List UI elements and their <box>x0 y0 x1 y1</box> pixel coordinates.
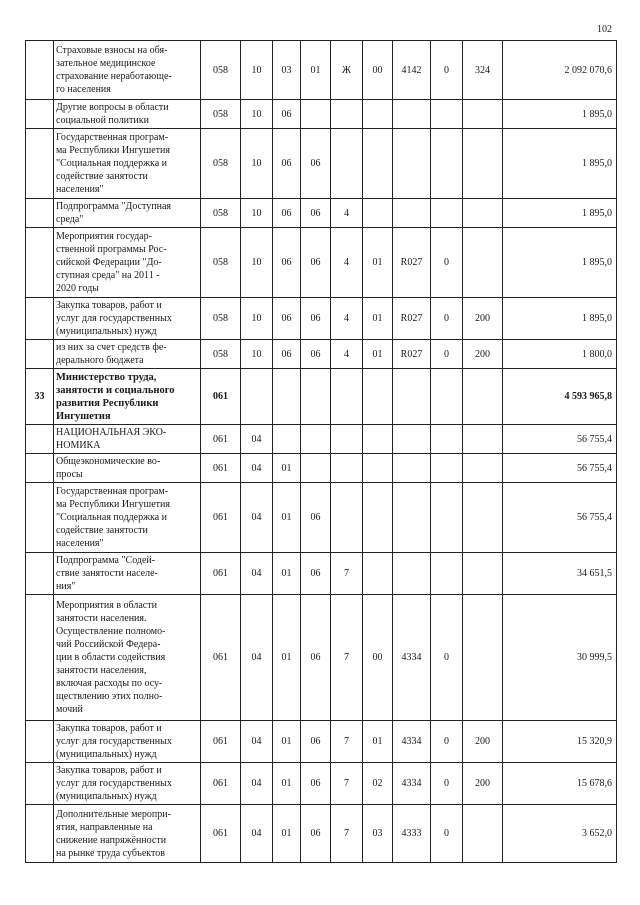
code-program: 06 <box>301 805 331 863</box>
code-expense-type: 200 <box>463 763 503 805</box>
code-expense-type <box>463 553 503 595</box>
code-direction <box>393 425 431 454</box>
code-direction <box>393 100 431 129</box>
table-row <box>26 721 617 763</box>
code-section: 10 <box>241 298 273 340</box>
row-number <box>26 483 54 553</box>
code-program: 06 <box>301 199 331 228</box>
table-row <box>26 483 617 553</box>
code-subprogram: 4 <box>331 199 363 228</box>
code-event <box>363 425 393 454</box>
code-ministry: 061 <box>201 454 241 483</box>
row-amount: 1 895,0 <box>503 199 617 228</box>
row-number <box>26 199 54 228</box>
table-row <box>26 805 617 863</box>
code-section: 10 <box>241 41 273 100</box>
table-row <box>26 41 617 100</box>
code-direction: 4142 <box>393 41 431 100</box>
code-subsection: 06 <box>273 340 301 369</box>
code-event: 02 <box>363 763 393 805</box>
table-body <box>26 41 617 863</box>
code-extra <box>431 553 463 595</box>
code-expense-type <box>463 228 503 298</box>
code-expense-type <box>463 454 503 483</box>
code-extra: 0 <box>431 805 463 863</box>
row-name: Подпрограмма "Доступная среда" <box>54 199 201 228</box>
code-section: 04 <box>241 454 273 483</box>
code-subprogram: 7 <box>331 553 363 595</box>
row-name: НАЦИОНАЛЬНАЯ ЭКО- НОМИКА <box>54 425 201 454</box>
code-subsection: 01 <box>273 553 301 595</box>
code-expense-type <box>463 199 503 228</box>
row-name: Закупка товаров, работ и услуг для государственных (муниципальных) нужд <box>54 763 201 805</box>
code-event: 01 <box>363 228 393 298</box>
table-row <box>26 199 617 228</box>
code-expense-type: 200 <box>463 340 503 369</box>
code-subsection: 01 <box>273 454 301 483</box>
row-amount: 1 895,0 <box>503 100 617 129</box>
code-ministry: 061 <box>201 483 241 553</box>
code-section: 10 <box>241 199 273 228</box>
code-direction: R027 <box>393 228 431 298</box>
code-ministry: 058 <box>201 100 241 129</box>
row-amount: 30 999,5 <box>503 595 617 721</box>
budget-table <box>25 40 617 863</box>
page-number: 102 <box>597 24 612 35</box>
code-direction <box>393 483 431 553</box>
row-amount: 1 800,0 <box>503 340 617 369</box>
row-amount: 1 895,0 <box>503 298 617 340</box>
code-extra <box>431 425 463 454</box>
table-row <box>26 425 617 454</box>
code-expense-type <box>463 100 503 129</box>
code-program <box>301 369 331 425</box>
code-extra: 0 <box>431 721 463 763</box>
row-name: Подпрограмма "Содей- ствие занятости населе- ния" <box>54 553 201 595</box>
code-section: 04 <box>241 805 273 863</box>
row-number <box>26 553 54 595</box>
row-amount: 1 895,0 <box>503 228 617 298</box>
code-expense-type <box>463 595 503 721</box>
code-subprogram <box>331 369 363 425</box>
code-subprogram: 7 <box>331 763 363 805</box>
code-expense-type <box>463 425 503 454</box>
code-event <box>363 454 393 483</box>
code-expense-type <box>463 483 503 553</box>
code-subsection: 06 <box>273 228 301 298</box>
row-name: Министерство труда, занятости и социального развития Республики Ингушетия <box>54 369 201 425</box>
row-amount: 15 320,9 <box>503 721 617 763</box>
code-extra: 0 <box>431 340 463 369</box>
code-event <box>363 100 393 129</box>
code-subprogram <box>331 454 363 483</box>
row-amount: 1 895,0 <box>503 129 617 199</box>
row-number <box>26 805 54 863</box>
row-amount: 4 593 965,8 <box>503 369 617 425</box>
code-event: 01 <box>363 298 393 340</box>
row-name: Закупка товаров, работ и услуг для государственных (муниципальных) нужд <box>54 298 201 340</box>
code-subsection: 06 <box>273 199 301 228</box>
code-event <box>363 129 393 199</box>
code-subsection <box>273 425 301 454</box>
code-direction <box>393 129 431 199</box>
table-row <box>26 228 617 298</box>
code-expense-type <box>463 369 503 425</box>
code-ministry: 058 <box>201 228 241 298</box>
code-subprogram: 4 <box>331 298 363 340</box>
code-subprogram <box>331 425 363 454</box>
row-number <box>26 721 54 763</box>
row-amount: 2 092 070,6 <box>503 41 617 100</box>
table-row <box>26 454 617 483</box>
code-expense-type: 324 <box>463 41 503 100</box>
code-ministry: 058 <box>201 129 241 199</box>
row-number <box>26 454 54 483</box>
code-direction: 4334 <box>393 595 431 721</box>
code-extra <box>431 483 463 553</box>
code-section: 04 <box>241 721 273 763</box>
code-ministry: 061 <box>201 763 241 805</box>
code-subprogram: 7 <box>331 721 363 763</box>
code-ministry: 061 <box>201 425 241 454</box>
code-ministry: 058 <box>201 298 241 340</box>
row-name: Государственная програм- ма Республики Ингушетия "Социальная поддержка и содействие занятости населения" <box>54 483 201 553</box>
row-number <box>26 298 54 340</box>
code-program: 06 <box>301 228 331 298</box>
code-section: 10 <box>241 340 273 369</box>
code-subprogram: Ж <box>331 41 363 100</box>
code-extra: 0 <box>431 298 463 340</box>
code-event: 01 <box>363 721 393 763</box>
row-name: Общеэкономические во- просы <box>54 454 201 483</box>
code-extra <box>431 369 463 425</box>
code-expense-type <box>463 805 503 863</box>
code-extra: 0 <box>431 763 463 805</box>
code-subsection: 01 <box>273 763 301 805</box>
row-name: Страховые взносы на обя- зательное медицинское страхование неработающе- го населения <box>54 41 201 100</box>
code-expense-type <box>463 129 503 199</box>
code-subsection <box>273 369 301 425</box>
code-expense-type: 200 <box>463 721 503 763</box>
row-amount: 34 651,5 <box>503 553 617 595</box>
code-program: 06 <box>301 483 331 553</box>
table-row <box>26 298 617 340</box>
row-number <box>26 340 54 369</box>
code-subprogram <box>331 483 363 553</box>
table-row <box>26 595 617 721</box>
code-ministry: 058 <box>201 340 241 369</box>
code-subprogram: 7 <box>331 595 363 721</box>
code-program: 06 <box>301 721 331 763</box>
code-subsection: 01 <box>273 483 301 553</box>
row-amount: 56 755,4 <box>503 483 617 553</box>
row-name: Закупка товаров, работ и услуг для государственных (муниципальных) нужд <box>54 721 201 763</box>
code-event <box>363 369 393 425</box>
row-number <box>26 100 54 129</box>
code-program: 06 <box>301 340 331 369</box>
code-direction <box>393 454 431 483</box>
row-amount: 3 652,0 <box>503 805 617 863</box>
code-subsection: 06 <box>273 129 301 199</box>
code-program: 06 <box>301 553 331 595</box>
row-number <box>26 595 54 721</box>
code-direction: R027 <box>393 340 431 369</box>
code-subsection: 03 <box>273 41 301 100</box>
code-program <box>301 100 331 129</box>
row-number <box>26 41 54 100</box>
table-row <box>26 100 617 129</box>
code-program: 06 <box>301 595 331 721</box>
code-extra <box>431 129 463 199</box>
code-subsection: 01 <box>273 595 301 721</box>
code-extra: 0 <box>431 41 463 100</box>
code-direction: 4333 <box>393 805 431 863</box>
code-event: 00 <box>363 595 393 721</box>
code-extra <box>431 454 463 483</box>
code-ministry: 061 <box>201 553 241 595</box>
table-row <box>26 553 617 595</box>
table-row <box>26 340 617 369</box>
row-number <box>26 425 54 454</box>
code-event <box>363 553 393 595</box>
code-section: 04 <box>241 483 273 553</box>
code-program <box>301 454 331 483</box>
code-subprogram <box>331 100 363 129</box>
row-amount: 56 755,4 <box>503 425 617 454</box>
code-ministry: 058 <box>201 41 241 100</box>
code-subsection: 01 <box>273 721 301 763</box>
code-subprogram: 4 <box>331 228 363 298</box>
row-amount: 15 678,6 <box>503 763 617 805</box>
table-row <box>26 369 617 425</box>
code-ministry: 058 <box>201 199 241 228</box>
code-program: 06 <box>301 129 331 199</box>
code-direction <box>393 369 431 425</box>
code-subsection: 06 <box>273 298 301 340</box>
row-name: Мероприятия государ- ственной программы Рос- сийской Федерации "До- ступная среда" на 2011 - 2020 годы <box>54 228 201 298</box>
code-subsection: 06 <box>273 100 301 129</box>
code-program: 06 <box>301 763 331 805</box>
code-section: 04 <box>241 595 273 721</box>
code-event: 00 <box>363 41 393 100</box>
code-program: 06 <box>301 298 331 340</box>
row-number: 33 <box>26 369 54 425</box>
row-name: из них за счет средств фе- дерального бюджета <box>54 340 201 369</box>
code-event <box>363 483 393 553</box>
code-extra <box>431 100 463 129</box>
code-direction: R027 <box>393 298 431 340</box>
code-direction: 4334 <box>393 721 431 763</box>
code-event: 03 <box>363 805 393 863</box>
code-subprogram <box>331 129 363 199</box>
code-ministry: 061 <box>201 595 241 721</box>
code-direction: 4334 <box>393 763 431 805</box>
row-number <box>26 129 54 199</box>
code-section: 10 <box>241 129 273 199</box>
row-name: Мероприятия в области занятости населения. Осуществление полномо- чий Российской Федера- ции в области содействия занятости населения, включая расходы по осу- ществлению этих полно- мочий <box>54 595 201 721</box>
code-extra: 0 <box>431 595 463 721</box>
code-section: 10 <box>241 100 273 129</box>
code-direction <box>393 553 431 595</box>
row-name: Дополнительные меропри- ятия, направленные на снижение напряжённости на рынке труда субъектов <box>54 805 201 863</box>
code-ministry: 061 <box>201 369 241 425</box>
code-subprogram: 7 <box>331 805 363 863</box>
code-program <box>301 425 331 454</box>
code-subprogram: 4 <box>331 340 363 369</box>
table-row <box>26 129 617 199</box>
code-program: 01 <box>301 41 331 100</box>
table-row <box>26 763 617 805</box>
code-section: 10 <box>241 228 273 298</box>
code-section: 04 <box>241 553 273 595</box>
code-section <box>241 369 273 425</box>
code-ministry: 061 <box>201 805 241 863</box>
code-subsection: 01 <box>273 805 301 863</box>
code-extra <box>431 199 463 228</box>
row-name: Другие вопросы в области социальной политики <box>54 100 201 129</box>
row-number <box>26 228 54 298</box>
code-section: 04 <box>241 425 273 454</box>
code-direction <box>393 199 431 228</box>
code-event: 01 <box>363 340 393 369</box>
code-event <box>363 199 393 228</box>
code-ministry: 061 <box>201 721 241 763</box>
code-expense-type: 200 <box>463 298 503 340</box>
code-section: 04 <box>241 763 273 805</box>
row-amount: 56 755,4 <box>503 454 617 483</box>
code-extra: 0 <box>431 228 463 298</box>
row-number <box>26 763 54 805</box>
row-name: Государственная програм- ма Республики Ингушетия "Социальная поддержка и содействие занятости населения" <box>54 129 201 199</box>
